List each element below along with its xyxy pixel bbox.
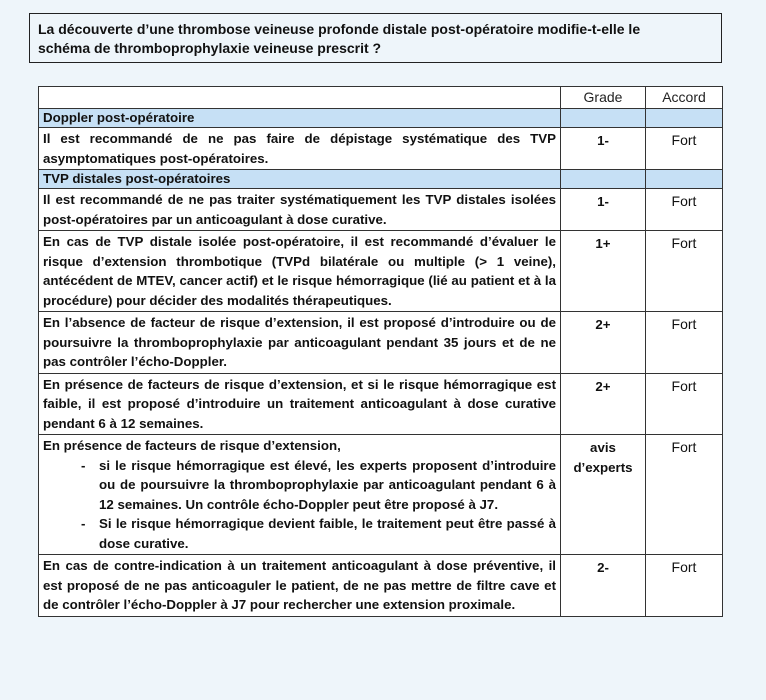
header-grade: Grade [561,87,646,109]
row-accord: Fort [646,231,723,312]
row-accord: Fort [646,189,723,231]
row-text: En présence de facteurs de risque d’extension, et si le risque hémorragique est faible, il est proposé d’introduire un traitement anticoagulant à dose curative pendant 6 à 12 semaines. [39,373,561,435]
row-accord: Fort [646,373,723,435]
row-intro: En présence de facteurs de risque d’extension, [43,438,341,453]
row-grade [561,435,646,555]
row-grade: 1+ [561,231,646,312]
bullet-item: - si le risque hémorragique est élevé, les experts proposent d’introduire ou de poursuivre la thromboprophylaxie par anticoagulant pendant 6 à 12 semaines. Un contrôle écho-Doppler peut être proposé à J7. [43,456,556,515]
row-grade: 2- [561,555,646,617]
section-row-tvp [39,170,723,189]
section-empty-cell [646,170,723,189]
header-accord: Accord [646,87,723,109]
row-accord: Fort [646,435,723,555]
table-row [39,555,723,617]
row-accord: Fort [646,312,723,374]
question-line-1: La découverte d’une thrombose veineuse profonde distale post-opératoire modifie-t-elle le [38,21,641,37]
row-text: En cas de TVP distale isolée post-opératoire, il est recommandé d’évaluer le risque d’extension thrombotique (TVPd bilatérale ou multiple (> 1 veine), antécédent de MTEV, cancer actif) et le risque hémorragique (lié au patient et à la procédure) pour décider des modalités thérapeutiques. [39,231,561,312]
header-text [39,87,561,109]
row-text: En cas de contre-indication à un traitement anticoagulant à dose préventive, il est proposé de ne pas anticoaguler le patient, de ne pas mettre de filtre cave et de contrôler l’écho-Doppler à J7 pour rechercher une extension proximale. [39,555,561,617]
row-text: Il est recommandé de ne pas faire de dépistage systématique des TVP asymptomatiques post-opératoires. [39,128,561,170]
row-accord: Fort [646,555,723,617]
row-grade: 1- [561,189,646,231]
table-row [39,312,723,374]
header-row [39,87,723,109]
section-empty-cell [561,170,646,189]
row-grade: 2+ [561,312,646,374]
table-row [39,231,723,312]
row-grade: 1- [561,128,646,170]
row-grade: 2+ [561,373,646,435]
section-empty-cell [561,109,646,128]
bullet-item: - Si le risque hémorragique devient faible, le traitement peut être passé à dose curative. [43,514,556,553]
row-text: En l’absence de facteur de risque d’extension, il est proposé d’introduire ou de poursuivre la thromboprophylaxie par anticoagulant pendant 35 jours et de ne pas contrôler l’écho-Doppler. [39,312,561,374]
section-title-tvp: TVP distales post-opératoires [39,170,561,189]
question-line-2: schéma de thromboprophylaxie veineuse prescrit ? [38,40,382,56]
question-box [29,13,722,63]
table-row [39,435,723,555]
recommendations-table [38,86,723,617]
section-title-doppler: Doppler post-opératoire [39,109,561,128]
section-empty-cell [646,109,723,128]
row-grade-text: avis d’experts [573,440,633,475]
table-row [39,373,723,435]
table-row [39,189,723,231]
row-accord: Fort [646,128,723,170]
bullet-list [43,456,556,554]
row-text: Il est recommandé de ne pas traiter systématiquement les TVP distales isolées post-opératoires par un anticoagulant à dose curative. [39,189,561,231]
row-text [39,435,561,555]
section-row-doppler [39,109,723,128]
table-row [39,128,723,170]
